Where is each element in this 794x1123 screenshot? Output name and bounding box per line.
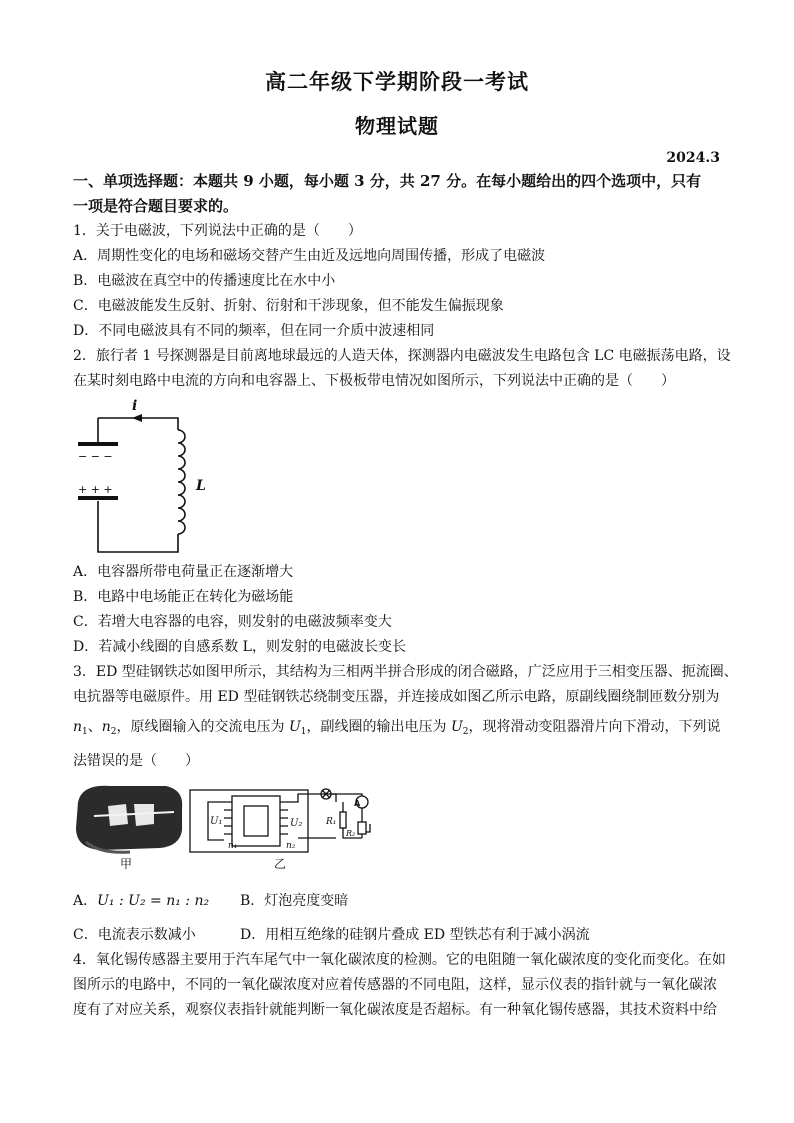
- q1-option-a: A．周期性变化的电场和磁场交替产生由近及远地向周围传播，形成了电磁波: [73, 248, 546, 264]
- q4-line1: 4．氧化锡传感器主要用于汽车尾气中一氧化碳浓度的检测。它的电阻随一氧化碳浓度的变化而变化。在如: [73, 952, 726, 968]
- q3-stem-line1: 3．ED 型硅钢铁芯如图甲所示，其结构为三相两半拼合形成的闭合磁路，广泛应用于三相变压器、扼流圈、: [73, 664, 738, 680]
- label-r2: R₂: [346, 829, 356, 838]
- capacitor-top-plate: [78, 442, 118, 446]
- q1-option-c: C．电磁波能发生反射、折射、衍射和干涉现象，但不能发生偏振现象: [73, 298, 504, 314]
- lc-circuit-figure: [70, 396, 220, 558]
- q3-option-c: C．电流表示数减小: [73, 927, 196, 943]
- q2-option-d: D．若减小线圈的自感系数 L，则发射的电磁波长变长: [73, 639, 406, 655]
- q2-option-a: A．电容器所带电荷量正在逐渐增大: [73, 564, 294, 580]
- ammeter-label: A: [354, 799, 361, 808]
- q4-line2: 图所示的电路中，不同的一氧化碳浓度对应着传感器的不同电阻，这样，显示仪表的指针就与一氧化碳浓: [73, 977, 717, 993]
- transformer-circuit-figure: [186, 782, 390, 872]
- q2-stem-line1: 2．旅行者 1 号探测器是目前离地球最远的人造天体，探测器内电磁波发生电路包含 LC 电磁振荡电路，设: [73, 348, 731, 364]
- current-label: i: [132, 398, 138, 414]
- top-plate-charge: − − −: [78, 450, 113, 463]
- q3-option-d: D．用相互绝缘的硅钢片叠成 ED 型铁芯有利于减小涡流: [240, 927, 590, 943]
- exam-date: 2024.3: [666, 150, 720, 166]
- q4-line3: 度有了对应关系，观察仪表指针就能判断一氧化碳浓度是否超标。有一种氧化锡传感器，其技术资料中给: [73, 1002, 717, 1018]
- inductor-coil: [178, 430, 185, 534]
- q2-stem-line2: 在某时刻电路中电流的方向和电容器上、下极板带电情况如图所示，下列说法中正确的是（ ）: [73, 373, 675, 389]
- section-heading-line1: 一、单项选择题：本题共 9 小题，每小题 3 分，共 27 分。在每小题给出的四个选项中，只有: [73, 172, 702, 190]
- section-heading-line2: 一项是符合题目要求的。: [73, 197, 239, 215]
- q3-option-b: B．灯泡亮度变暗: [240, 893, 349, 909]
- figure-jia-label: 甲: [120, 857, 133, 870]
- q3-stem-line4: 法错误的是（ ）: [73, 753, 199, 769]
- bottom-wire: [98, 501, 178, 552]
- label-n2: n₂: [286, 841, 296, 851]
- label-n1: n₁: [228, 841, 238, 851]
- ed-core-body: [76, 786, 182, 850]
- q1-option-d: D．不同电磁波具有不同的频率，但在同一介质中波速相同: [73, 323, 435, 339]
- figure-yi-label: 乙: [274, 857, 287, 871]
- label-u1: U₁: [210, 816, 223, 827]
- inductor-label: L: [196, 478, 206, 494]
- q3-stem-line2: 电抗器等电磁原件。用 ED 型硅钢铁芯绕制变压器，并连接成如图乙所示电路，原副线圈绕制匝数分别为: [73, 689, 720, 705]
- exam-title: 高二年级下学期阶段一考试: [265, 69, 529, 94]
- q2-option-b: B．电路中电场能正在转化为磁场能: [73, 589, 294, 605]
- q1-option-b: B．电磁波在真空中的传播速度比在水中小: [73, 273, 336, 289]
- q3-option-a: A．U₁ : U₂ = n₁ : n₂: [73, 893, 210, 909]
- q3-stem-line3: $n_1$、$n_2$，原线圈输入的交流电压为 $U_1$，副线圈的输出电压为 $U_2$，现将滑动变阻器滑片向下滑动，下列说: [73, 719, 721, 737]
- current-arrow-icon: [132, 414, 142, 422]
- label-r1: R₁: [326, 817, 337, 827]
- capacitor-bottom-plate: [78, 496, 118, 500]
- label-u2: U₂: [290, 818, 303, 829]
- q2-option-c: C．若增大电容器的电容，则发射的电磁波频率变大: [73, 614, 392, 630]
- bottom-plate-charge: + + +: [78, 483, 113, 496]
- ed-core-photo: [70, 780, 188, 870]
- q1-stem: 1．关于电磁波，下列说法中正确的是（ ）: [73, 223, 362, 239]
- exam-subject: 物理试题: [355, 114, 439, 138]
